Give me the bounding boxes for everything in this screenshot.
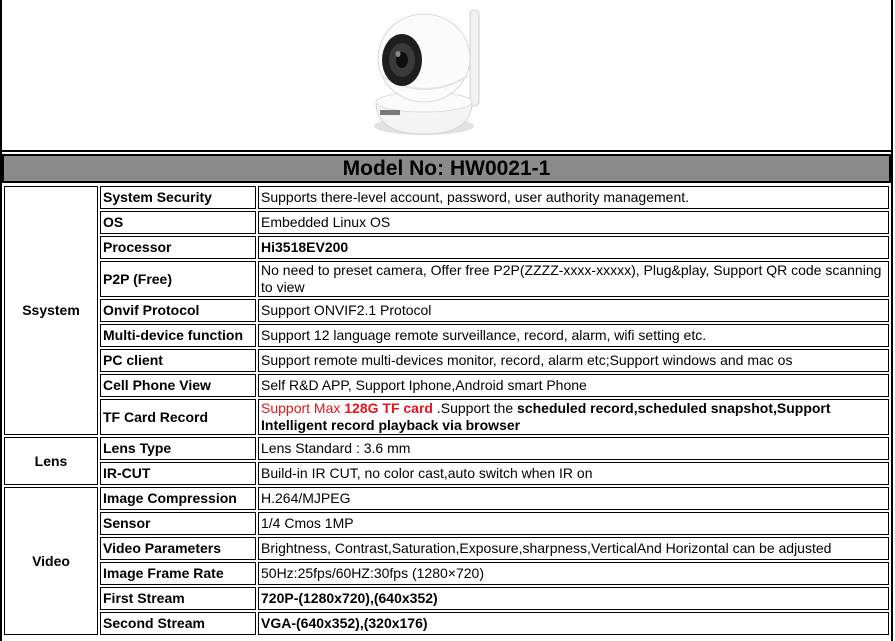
section-label-system: Ssystem — [4, 186, 98, 435]
table-row — [4, 562, 889, 585]
row-label: Second Stream — [100, 612, 256, 635]
row-value — [258, 399, 889, 435]
row-value: H.264/MJPEG — [258, 487, 889, 510]
row-label: Image Compression — [100, 487, 256, 510]
row-label: Video Parameters — [100, 537, 256, 560]
tf-text-a: Support Max — [261, 400, 345, 416]
row-value: 50Hz:25fps/60HZ:30fps (1280×720) — [258, 562, 889, 585]
row-value: Support ONVIF2.1 Protocol — [258, 299, 889, 322]
product-image-box — [2, 0, 891, 152]
row-label: First Stream — [100, 587, 256, 610]
tf-text-capacity: 128G TF card — [344, 400, 433, 416]
row-label: IR-CUT — [100, 462, 256, 485]
tf-text-features: scheduled record,scheduled snapshot,Support Intelligent record playback via browser — [261, 400, 831, 433]
row-label: Processor — [100, 236, 256, 259]
table-row — [4, 437, 889, 460]
row-label: Onvif Protocol — [100, 299, 256, 322]
row-label: Multi-device function — [100, 324, 256, 347]
row-label: OS — [100, 211, 256, 234]
table-row — [4, 299, 889, 322]
row-label: TF Card Record — [100, 399, 256, 435]
row-label: Sensor — [100, 512, 256, 535]
row-label: Lens Type — [100, 437, 256, 460]
table-row — [4, 587, 889, 610]
row-label: PC client — [100, 349, 256, 372]
section-label-video: Video — [4, 487, 98, 635]
tf-text-b: .Support the — [432, 400, 518, 416]
table-row — [4, 512, 889, 535]
table-row — [4, 211, 889, 234]
row-value: 1/4 Cmos 1MP — [258, 512, 889, 535]
table-row — [4, 537, 889, 560]
camera-image — [362, 6, 512, 138]
table-row — [4, 462, 889, 485]
table-row — [4, 236, 889, 259]
row-value: VGA-(640x352),(320x176) — [258, 612, 889, 635]
spec-table — [2, 184, 891, 637]
table-row — [4, 612, 889, 635]
row-value: Lens Standard : 3.6 mm — [258, 437, 889, 460]
row-value: Embedded Linux OS — [258, 211, 889, 234]
row-value: Support remote multi-devices monitor, record, alarm etc;Support windows and mac os — [258, 349, 889, 372]
row-label: System Security — [100, 186, 256, 209]
table-row — [4, 186, 889, 209]
row-label: Image Frame Rate — [100, 562, 256, 585]
row-label: P2P (Free) — [100, 261, 256, 297]
table-row — [4, 261, 889, 297]
row-value: Self R&D APP, Support Iphone,Android smart Phone — [258, 374, 889, 397]
table-row — [4, 487, 889, 510]
section-label-lens: Lens — [4, 437, 98, 485]
table-row — [4, 324, 889, 347]
row-value: 720P-(1280x720),(640x352) — [258, 587, 889, 610]
table-row — [4, 399, 889, 435]
table-row — [4, 374, 889, 397]
row-value: Hi3518EV200 — [258, 236, 889, 259]
row-value: Brightness, Contrast,Saturation,Exposure,sharpness,VerticalAnd Horizontal can be adjusted — [258, 537, 889, 560]
row-value: Build-in IR CUT, no color cast,auto switch when IR on — [258, 462, 889, 485]
row-value: Supports there-level account, password, user authority management. — [258, 186, 889, 209]
row-value: No need to preset camera, Offer free P2P(ZZZZ-xxxx-xxxxx), Plug&play, Support QR code scanning to view — [258, 261, 889, 297]
model-title: Model No: HW0021-1 — [2, 154, 891, 183]
row-value: Support 12 language remote surveillance, record, alarm, wifi setting etc. — [258, 324, 889, 347]
row-label: Cell Phone View — [100, 374, 256, 397]
table-row — [4, 349, 889, 372]
